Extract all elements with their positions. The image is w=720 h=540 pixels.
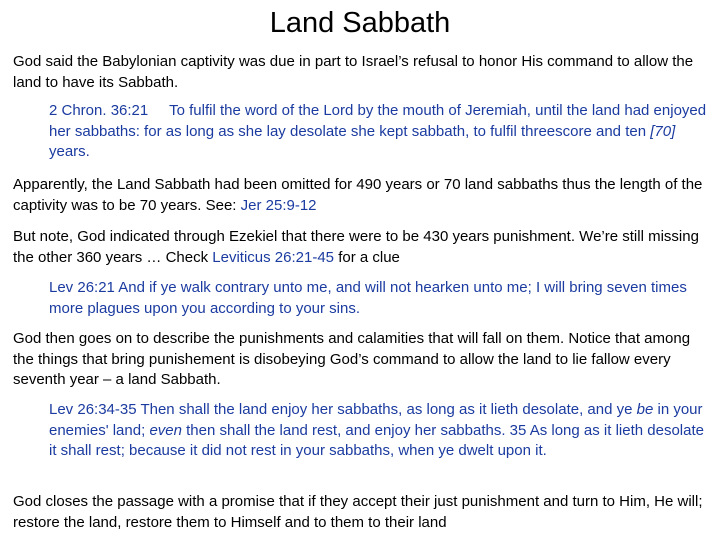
lev34-text-c: then shall the land rest, and enjoy her sabbaths. 35 As long as it lieth desolate it shall rest; because it did not rest in your sabbaths, when ye dwelt upon it. bbox=[49, 421, 704, 459]
intro-paragraph: God said the Babylonian captivity was due in part to Israel’s refusal to honor His command to allow the land to have its Sabbath. bbox=[13, 53, 694, 91]
chronicles-text: To fulfil the word of the Lord by the mouth of Jeremiah, until the land had enjoyed her sabbaths: for as long as she lay desolate she kept sabbath, to fulfil threescore and ten bbox=[49, 102, 707, 140]
jeremiah-reference-link[interactable]: Jer 25:9-12 bbox=[240, 196, 317, 214]
lev34-text-b: in your enemies' land; bbox=[49, 401, 703, 439]
chronicles-italic: [70] bbox=[650, 122, 676, 140]
chronicles-text-end: years. bbox=[49, 143, 90, 160]
chronicles-quote bbox=[49, 101, 713, 163]
leviticus-26-34-quote bbox=[49, 400, 713, 462]
ezekiel-text-tail: for a clue bbox=[334, 248, 400, 266]
captivity-text: Apparently, the Land Sabbath had been omitted for 490 years or 70 land sabbaths thus the length of the captivity was to be 70 years. See: bbox=[13, 176, 703, 214]
lev34-italic-even: even bbox=[149, 421, 182, 439]
lev34-text-a: Lev 26:34-35 Then shall the land enjoy her sabbaths, as long as it lieth desolate, and ye bbox=[49, 401, 637, 418]
punishments-paragraph: God then goes on to describe the punishments and calamities that will fall on them. Notice that among the things that bring punishement is disobeying God’s command to allow the land to lie fallow every seventh year – a land Sabbath. bbox=[13, 330, 691, 388]
ezekiel-paragraph bbox=[13, 227, 713, 268]
leviticus-reference-link[interactable]: Leviticus 26:21-45 bbox=[212, 248, 335, 266]
leviticus-26-21-quote: Lev 26:21 And if ye walk contrary unto me, and will not hearken unto me; I will bring seven times more plagues upon you according to your sins. bbox=[49, 279, 687, 317]
captivity-paragraph bbox=[13, 175, 713, 216]
closing-paragraph: God closes the passage with a promise that if they accept their just punishment and turn to Him, He will; restore the land, restore them to Himself and to them to their land bbox=[13, 493, 703, 531]
lev34-italic-be: be bbox=[636, 401, 654, 418]
chronicles-reference: 2 Chron. 36:21 bbox=[49, 102, 149, 119]
page-title: Land Sabbath bbox=[269, 7, 451, 39]
ezekiel-text: But note, God indicated through Ezekiel that there were to be 430 years punishment. We’re still missing the other 360 years … Check bbox=[13, 228, 699, 266]
